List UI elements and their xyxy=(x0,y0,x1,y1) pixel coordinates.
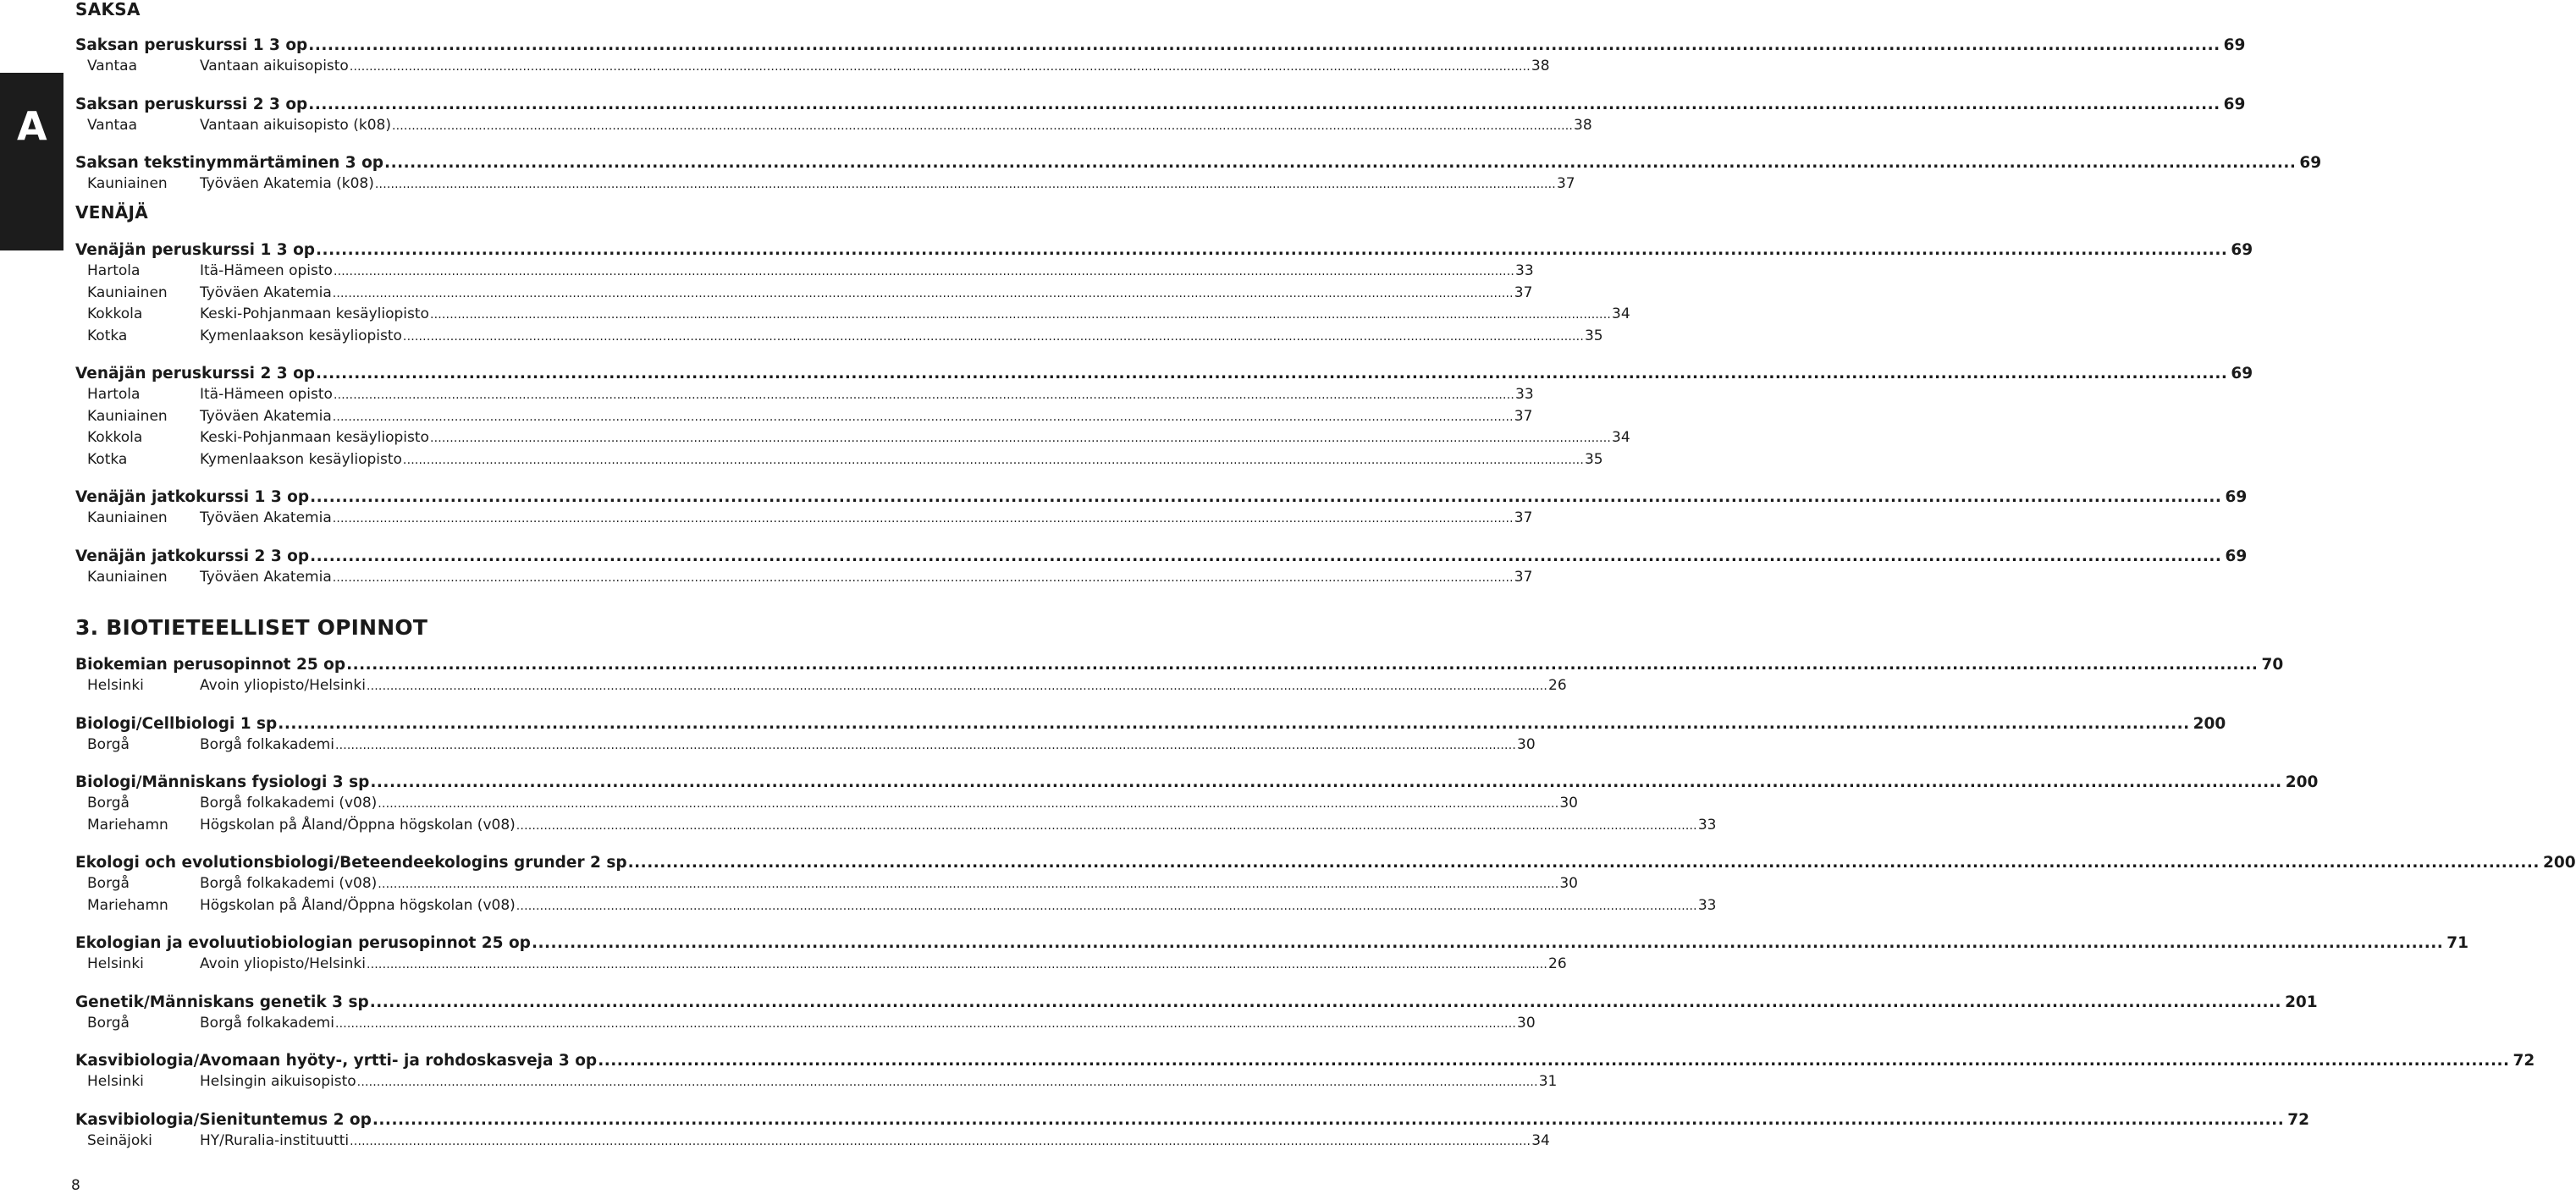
provider-name: Kymenlaakson kesäyliopisto xyxy=(200,327,402,344)
provider-name: Keski-Pohjanmaan kesäyliopisto xyxy=(200,305,429,322)
provider-city: Kauniainen xyxy=(87,509,168,526)
provider-page: 37 xyxy=(1514,283,1533,301)
course xyxy=(75,773,2319,836)
dot-leader: ............................................................................................................................................................................................................................................................................................................ xyxy=(332,512,1514,525)
dot-leader: ............................................................................................................................................................................................................................................................................................................ xyxy=(332,410,1514,424)
dot-leader: ............................................................................................................................................................................................................................................................................................................ xyxy=(391,118,1574,133)
course-row[interactable] xyxy=(75,714,2226,735)
dot-leader: ............................................................................................................................................................................................................................................................................................................ xyxy=(429,308,1612,322)
provider-page: 33 xyxy=(1697,896,1717,914)
provider-city: Hartola xyxy=(87,262,141,279)
dot-leader: ............................................................................................................................................................................................................................................................................................................ xyxy=(278,714,2190,733)
course-page: 72 xyxy=(2287,1110,2309,1129)
provider-page: 30 xyxy=(1517,735,1536,753)
dot-leader: ............................................................................................................................................................................................................................................................................................................ xyxy=(516,818,1697,833)
dot-leader: ............................................................................................................................................................................................................................................................................................................ xyxy=(429,432,1612,445)
provider-page: 33 xyxy=(1515,386,1534,403)
course-list xyxy=(75,240,2253,588)
dot-leader: ............................................................................................................................................................................................................................................................................................................ xyxy=(308,95,2220,113)
course xyxy=(75,655,2284,697)
provider-row[interactable] xyxy=(75,1071,1558,1093)
dot-leader: ............................................................................................................................................................................................................................................................................................................ xyxy=(366,680,1548,693)
course-page: 70 xyxy=(2261,656,2284,674)
provider-city: Kauniainen xyxy=(87,175,168,192)
dot-leader: ............................................................................................................................................................................................................................................................................................................ xyxy=(310,488,2222,506)
course-title: Ekologian ja evoluutiobiologian perusopinnot 25 op xyxy=(75,934,531,952)
dot-leader: ............................................................................................................................................................................................................................................................................................................ xyxy=(349,60,1531,74)
provider-row[interactable] xyxy=(75,304,1630,326)
provider-name: Borgå folkakademi (v08) xyxy=(200,875,378,892)
course-list xyxy=(75,36,2322,195)
provider-page: 30 xyxy=(1559,795,1578,812)
course xyxy=(75,933,2469,976)
provider-row[interactable] xyxy=(75,173,1575,195)
provider-page: 35 xyxy=(1584,450,1603,468)
provider-row[interactable] xyxy=(75,873,1578,895)
section-heading: 3. BIOTIETEELLISET OPINNOT xyxy=(75,615,428,640)
provider-city: Kauniainen xyxy=(87,407,168,425)
provider-page: 33 xyxy=(1697,816,1717,834)
provider-city: Helsinki xyxy=(87,1073,144,1090)
provider-name: Borgå folkakademi (v08) xyxy=(200,795,378,812)
course-row[interactable] xyxy=(75,153,2322,173)
course-title: Venäjän peruskurssi 1 3 op xyxy=(75,241,316,259)
dot-leader: ............................................................................................................................................................................................................................................................................................................ xyxy=(384,154,2297,172)
provider-row[interactable] xyxy=(75,261,1534,283)
provider-name: Avoin yliopisto/Helsinki xyxy=(200,955,366,972)
provider-row[interactable] xyxy=(75,793,1578,815)
course-row[interactable] xyxy=(75,240,2253,261)
course xyxy=(75,36,2246,78)
provider-row[interactable] xyxy=(75,1013,1536,1035)
course-row[interactable] xyxy=(75,1110,2309,1131)
dot-leader: ............................................................................................................................................................................................................................................................................................................ xyxy=(369,993,2282,1011)
provider-row[interactable] xyxy=(75,384,1534,406)
course xyxy=(75,95,2246,137)
provider-name: Helsingin aikuisopisto xyxy=(200,1073,356,1090)
provider-name: Itä-Hämeen opisto xyxy=(200,262,333,279)
provider-name: Työväen Akatemia xyxy=(200,568,332,586)
provider-city: Mariehamn xyxy=(87,816,168,834)
provider-row[interactable] xyxy=(75,675,1567,697)
dot-leader: ............................................................................................................................................................................................................................................................................................................ xyxy=(333,265,1514,278)
provider-city: Hartola xyxy=(87,386,141,403)
section xyxy=(75,202,2253,588)
provider-row[interactable] xyxy=(75,567,1533,589)
course-title: Ekologi och evolutionsbiologi/Beteendeekologins grunder 2 sp xyxy=(75,854,627,872)
dot-leader: ............................................................................................................................................................................................................................................................................................................ xyxy=(366,958,1548,971)
section-heading: VENÄJÄ xyxy=(75,202,149,223)
course-page: 69 xyxy=(2231,365,2253,382)
dot-leader: ............................................................................................................................................................................................................................................................................................................ xyxy=(402,329,1584,344)
dot-leader: ............................................................................................................................................................................................................................................................................................................ xyxy=(374,178,1556,191)
provider-city: Borgå xyxy=(87,875,130,892)
provider-city: Kotka xyxy=(87,327,128,344)
provider-city: Mariehamn xyxy=(87,896,168,914)
course xyxy=(75,364,2253,470)
provider-city: Borgå xyxy=(87,735,130,753)
provider-page: 30 xyxy=(1559,875,1578,892)
provider-row[interactable] xyxy=(75,406,1533,428)
provider-row[interactable] xyxy=(75,508,1533,530)
dot-leader: ............................................................................................................................................................................................................................................................................................................ xyxy=(378,878,1559,891)
dot-leader: ............................................................................................................................................................................................................................................................................................................ xyxy=(310,547,2222,565)
provider-page: 37 xyxy=(1514,568,1533,586)
provider-row[interactable] xyxy=(75,895,1717,917)
course-row[interactable] xyxy=(75,1051,2535,1071)
section xyxy=(75,0,2322,195)
provider-name: Borgå folkakademi xyxy=(200,735,334,753)
section-tab xyxy=(0,73,63,250)
course-page: 69 xyxy=(2223,95,2246,113)
course-title: Saksan peruskurssi 1 3 op xyxy=(75,36,308,54)
dot-leader: ............................................................................................................................................................................................................................................................................................................ xyxy=(378,797,1559,811)
dot-leader: ............................................................................................................................................................................................................................................................................................................ xyxy=(334,738,1516,752)
course xyxy=(75,547,2248,589)
dot-leader: ............................................................................................................................................................................................................................................................................................................ xyxy=(372,1110,2285,1129)
course-row[interactable] xyxy=(75,547,2248,567)
dot-leader: ............................................................................................................................................................................................................................................................................................................ xyxy=(516,899,1697,913)
provider-name: Itä-Hämeen opisto xyxy=(200,386,333,403)
dot-leader: ............................................................................................................................................................................................................................................................................................................ xyxy=(370,773,2282,791)
course xyxy=(75,240,2253,347)
provider-name: Työväen Akatemia xyxy=(200,407,332,425)
provider-name: Työväen Akatemia xyxy=(200,283,332,301)
course-row[interactable] xyxy=(75,853,2576,873)
provider-row[interactable] xyxy=(75,326,1603,348)
course-title: Saksan tekstinymmärtäminen 3 op xyxy=(75,154,384,172)
provider-city: Kokkola xyxy=(87,305,143,322)
provider-page: 30 xyxy=(1517,1014,1536,1032)
dot-leader: ............................................................................................................................................................................................................................................................................................................ xyxy=(350,1134,1531,1148)
course-title: Biologi/Människans fysiologi 3 sp xyxy=(75,773,370,791)
course-row[interactable] xyxy=(75,364,2253,384)
section-tab-letter: A xyxy=(17,103,47,149)
dot-leader: ............................................................................................................................................................................................................................................................................................................ xyxy=(333,388,1514,402)
provider-row[interactable] xyxy=(75,1131,1550,1153)
course-title: Kasvibiologia/Avomaan hyöty-, yrtti- ja rohdoskasveja 3 op xyxy=(75,1052,598,1070)
course xyxy=(75,853,2576,916)
course-page: 69 xyxy=(2223,36,2246,54)
provider-city: Kauniainen xyxy=(87,568,168,586)
course-page: 69 xyxy=(2231,241,2253,259)
provider-row[interactable] xyxy=(75,954,1567,976)
course-title: Saksan peruskurssi 2 3 op xyxy=(75,95,308,113)
provider-row[interactable] xyxy=(75,735,1536,757)
course-row[interactable] xyxy=(75,36,2246,56)
provider-page: 37 xyxy=(1514,509,1533,526)
dot-leader: ............................................................................................................................................................................................................................................................................................................ xyxy=(334,1016,1516,1031)
dot-leader: ............................................................................................................................................................................................................................................................................................................ xyxy=(598,1052,2510,1070)
dot-leader: ............................................................................................................................................................................................................................................................................................................ xyxy=(356,1076,1538,1089)
course-row[interactable] xyxy=(75,95,2246,115)
course xyxy=(75,1051,2535,1093)
provider-name: Kymenlaakson kesäyliopisto xyxy=(200,450,402,468)
provider-row[interactable] xyxy=(75,815,1717,837)
course-title: Venäjän jatkokurssi 1 3 op xyxy=(75,488,310,506)
provider-page: 26 xyxy=(1548,677,1567,694)
course-row[interactable] xyxy=(75,655,2284,675)
dot-leader: ............................................................................................................................................................................................................................................................................................................ xyxy=(308,36,2220,54)
course-title: Venäjän peruskurssi 2 3 op xyxy=(75,365,316,382)
dot-leader: ............................................................................................................................................................................................................................................................................................................ xyxy=(332,286,1514,300)
provider-city: Borgå xyxy=(87,795,130,812)
provider-city: Kauniainen xyxy=(87,283,168,301)
course-page: 200 xyxy=(2542,854,2576,872)
provider-page: 33 xyxy=(1515,262,1534,279)
course xyxy=(75,993,2318,1035)
course xyxy=(75,487,2248,530)
course-row[interactable] xyxy=(75,993,2318,1013)
provider-page: 34 xyxy=(1531,1131,1550,1149)
page-number: 8 xyxy=(71,1177,80,1194)
course-title: Venäjän jatkokurssi 2 3 op xyxy=(75,547,310,565)
course-page: 200 xyxy=(2193,714,2226,733)
provider-name: Borgå folkakademi xyxy=(200,1014,334,1032)
course-title: Kasvibiologia/Sienituntemus 2 op xyxy=(75,1110,372,1129)
course-title: Biokemian perusopinnot 25 op xyxy=(75,656,346,674)
provider-name: Vantaan aikuisopisto (k08) xyxy=(200,116,391,134)
course-row[interactable] xyxy=(75,773,2319,793)
provider-city: Kokkola xyxy=(87,429,143,446)
provider-page: 34 xyxy=(1612,305,1630,322)
course-title: Genetik/Människans genetik 3 sp xyxy=(75,993,369,1011)
dot-leader: ............................................................................................................................................................................................................................................................................................................ xyxy=(531,934,2444,952)
provider-name: Työväen Akatemia xyxy=(200,509,332,526)
course-row[interactable] xyxy=(75,487,2248,508)
provider-city: Helsinki xyxy=(87,955,144,972)
provider-page: 34 xyxy=(1612,429,1630,446)
provider-row[interactable] xyxy=(75,427,1630,449)
provider-row[interactable] xyxy=(75,283,1533,305)
course-title: Biologi/Cellbiologi 1 sp xyxy=(75,714,278,733)
course-page: 69 xyxy=(2225,547,2248,565)
dot-leader: ............................................................................................................................................................................................................................................................................................................ xyxy=(402,453,1584,467)
provider-name: Keski-Pohjanmaan kesäyliopisto xyxy=(200,429,429,446)
course xyxy=(75,1110,2309,1153)
provider-row[interactable] xyxy=(75,449,1603,471)
course-page: 72 xyxy=(2513,1052,2535,1070)
provider-page: 26 xyxy=(1548,955,1567,972)
dot-leader: ............................................................................................................................................................................................................................................................................................................ xyxy=(346,656,2259,674)
provider-row[interactable] xyxy=(75,56,1550,78)
course-page: 200 xyxy=(2285,773,2319,791)
provider-page: 31 xyxy=(1538,1073,1558,1090)
provider-city: Vantaa xyxy=(87,58,138,74)
course-page: 69 xyxy=(2225,488,2248,506)
course-list xyxy=(75,655,2576,1152)
provider-city: Borgå xyxy=(87,1014,130,1032)
provider-name: Högskolan på Åland/Öppna högskolan (v08) xyxy=(200,816,516,834)
course-page: 71 xyxy=(2446,934,2469,952)
dot-leader: ............................................................................................................................................................................................................................................................................................................ xyxy=(316,241,2228,259)
course-row[interactable] xyxy=(75,933,2469,954)
provider-page: 37 xyxy=(1556,175,1575,192)
provider-city: Helsinki xyxy=(87,677,144,694)
section-heading: SAKSA xyxy=(75,0,141,19)
provider-name: Avoin yliopisto/Helsinki xyxy=(200,677,366,694)
provider-page: 38 xyxy=(1531,58,1550,74)
provider-city: Kotka xyxy=(87,450,128,468)
dot-leader: ............................................................................................................................................................................................................................................................................................................ xyxy=(316,365,2228,382)
course xyxy=(75,153,2322,195)
provider-row[interactable] xyxy=(75,115,1592,137)
provider-name: Työväen Akatemia (k08) xyxy=(200,175,374,192)
dot-leader: ............................................................................................................................................................................................................................................................................................................ xyxy=(627,854,2540,872)
provider-city: Vantaa xyxy=(87,116,138,134)
provider-name: Vantaan aikuisopisto xyxy=(200,58,349,74)
provider-page: 38 xyxy=(1574,116,1592,134)
provider-name: HY/Ruralia-instituutti xyxy=(200,1131,350,1149)
provider-city: Seinäjoki xyxy=(87,1131,152,1149)
provider-page: 37 xyxy=(1514,407,1533,425)
provider-name: Högskolan på Åland/Öppna högskolan (v08) xyxy=(200,896,516,914)
course-page: 69 xyxy=(2299,154,2322,172)
section xyxy=(75,615,2576,1152)
course-page: 201 xyxy=(2285,993,2318,1011)
course xyxy=(75,714,2226,757)
dot-leader: ............................................................................................................................................................................................................................................................................................................ xyxy=(332,570,1514,585)
provider-page: 35 xyxy=(1584,327,1603,344)
